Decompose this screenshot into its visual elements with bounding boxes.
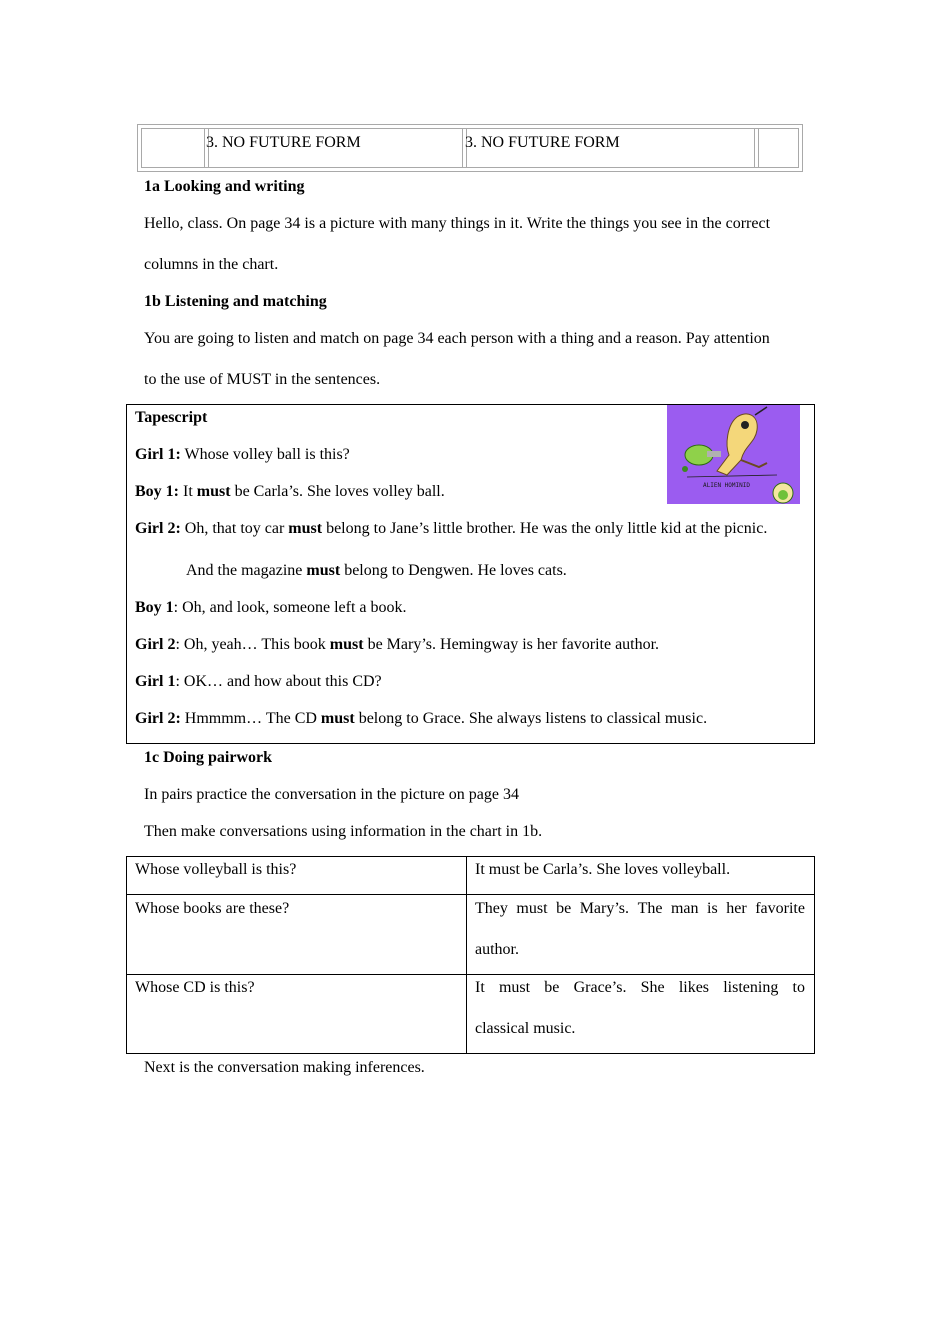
conversation-table [126, 856, 815, 1054]
tapescript-line: Girl 2: Oh, that toy car must belong to Jane’s little brother. He was the only little kid at the picnic. [135, 520, 768, 537]
table-cell-answer-cont: classical music. [475, 1020, 576, 1037]
section-1a-text: Hello, class. On page 34 is a picture with many things in it. Write the things you see in the correct [144, 215, 771, 232]
top-table-cell-1: 3. NO FUTURE FORM [206, 134, 361, 151]
answer-word: her [726, 900, 747, 917]
top-table-divider [754, 129, 759, 167]
tapescript-line: Girl 1: OK… and how about this CD? [135, 673, 382, 690]
section-1b-text: You are going to listen and match on page 34 each person with a thing and a reason. Pay attention [144, 330, 770, 347]
section-1c-text: In pairs practice the conversation in the picture on page 34 [144, 786, 519, 803]
table-cell-answer: It must be Carla’s. She loves volleyball. [475, 861, 731, 878]
alien-hominid-illustration [667, 405, 800, 504]
section-1b-heading: 1b Listening and matching [144, 293, 327, 310]
table-row-divider [127, 894, 814, 895]
answer-word: be [556, 900, 572, 917]
table-cell-answer [475, 899, 805, 919]
section-1a-heading: 1a Looking and writing [144, 178, 305, 195]
closing-text: Next is the conversation making inferences. [144, 1059, 425, 1076]
answer-word: to [792, 979, 805, 996]
table-cell-question: Whose books are these? [135, 900, 290, 917]
answer-word: favorite [755, 900, 805, 917]
section-1b-text: to the use of MUST in the sentences. [144, 371, 381, 388]
image-caption: ALIEN HOMINID [703, 482, 750, 489]
answer-word: be [544, 979, 560, 996]
table-column-divider [466, 857, 467, 1053]
tapescript-line: Girl 2: Oh, yeah… This book must be Mary’s. Hemingway is her favorite author. [135, 636, 660, 653]
justified-answer [475, 899, 805, 919]
answer-word: is [707, 900, 718, 917]
table-cell-question: Whose CD is this? [135, 979, 255, 996]
tapescript-line: Girl 1: Whose volley ball is this? [135, 446, 350, 463]
answer-word: must [498, 979, 531, 996]
answer-word: Mary’s. [579, 900, 630, 917]
answer-word: They [475, 900, 508, 917]
tapescript-line: Boy 1: Oh, and look, someone left a book. [135, 599, 407, 616]
table-cell-question: Whose volleyball is this? [135, 861, 297, 878]
table-row-divider [127, 974, 814, 975]
answer-word: man [670, 900, 699, 917]
section-1a-text: columns in the chart. [144, 256, 279, 273]
tapescript-line: And the magazine must belong to Dengwen. He loves cats. [186, 562, 567, 579]
section-1c-heading: 1c Doing pairwork [144, 749, 272, 766]
justified-answer [475, 978, 805, 998]
answer-word: It [475, 979, 485, 996]
answer-word: likes [678, 979, 710, 996]
tapescript-line: Boy 1: It must be Carla’s. She loves volley ball. [135, 483, 445, 500]
top-table-cell-2: 3. NO FUTURE FORM [465, 134, 620, 151]
answer-word: The [637, 900, 663, 917]
answer-word: must [516, 900, 548, 917]
section-1c-text: Then make conversations using information in the chart in 1b. [144, 823, 543, 840]
answer-word: Grace’s. [573, 979, 627, 996]
table-cell-answer [475, 978, 805, 998]
answer-word: She [640, 979, 665, 996]
answer-word: listening [723, 979, 779, 996]
table-cell-answer-cont: author. [475, 941, 519, 958]
tapescript-line: Girl 2: Hmmmm… The CD must belong to Grace. She always listens to classical music. [135, 710, 708, 727]
tapescript-title: Tapescript [135, 409, 208, 426]
